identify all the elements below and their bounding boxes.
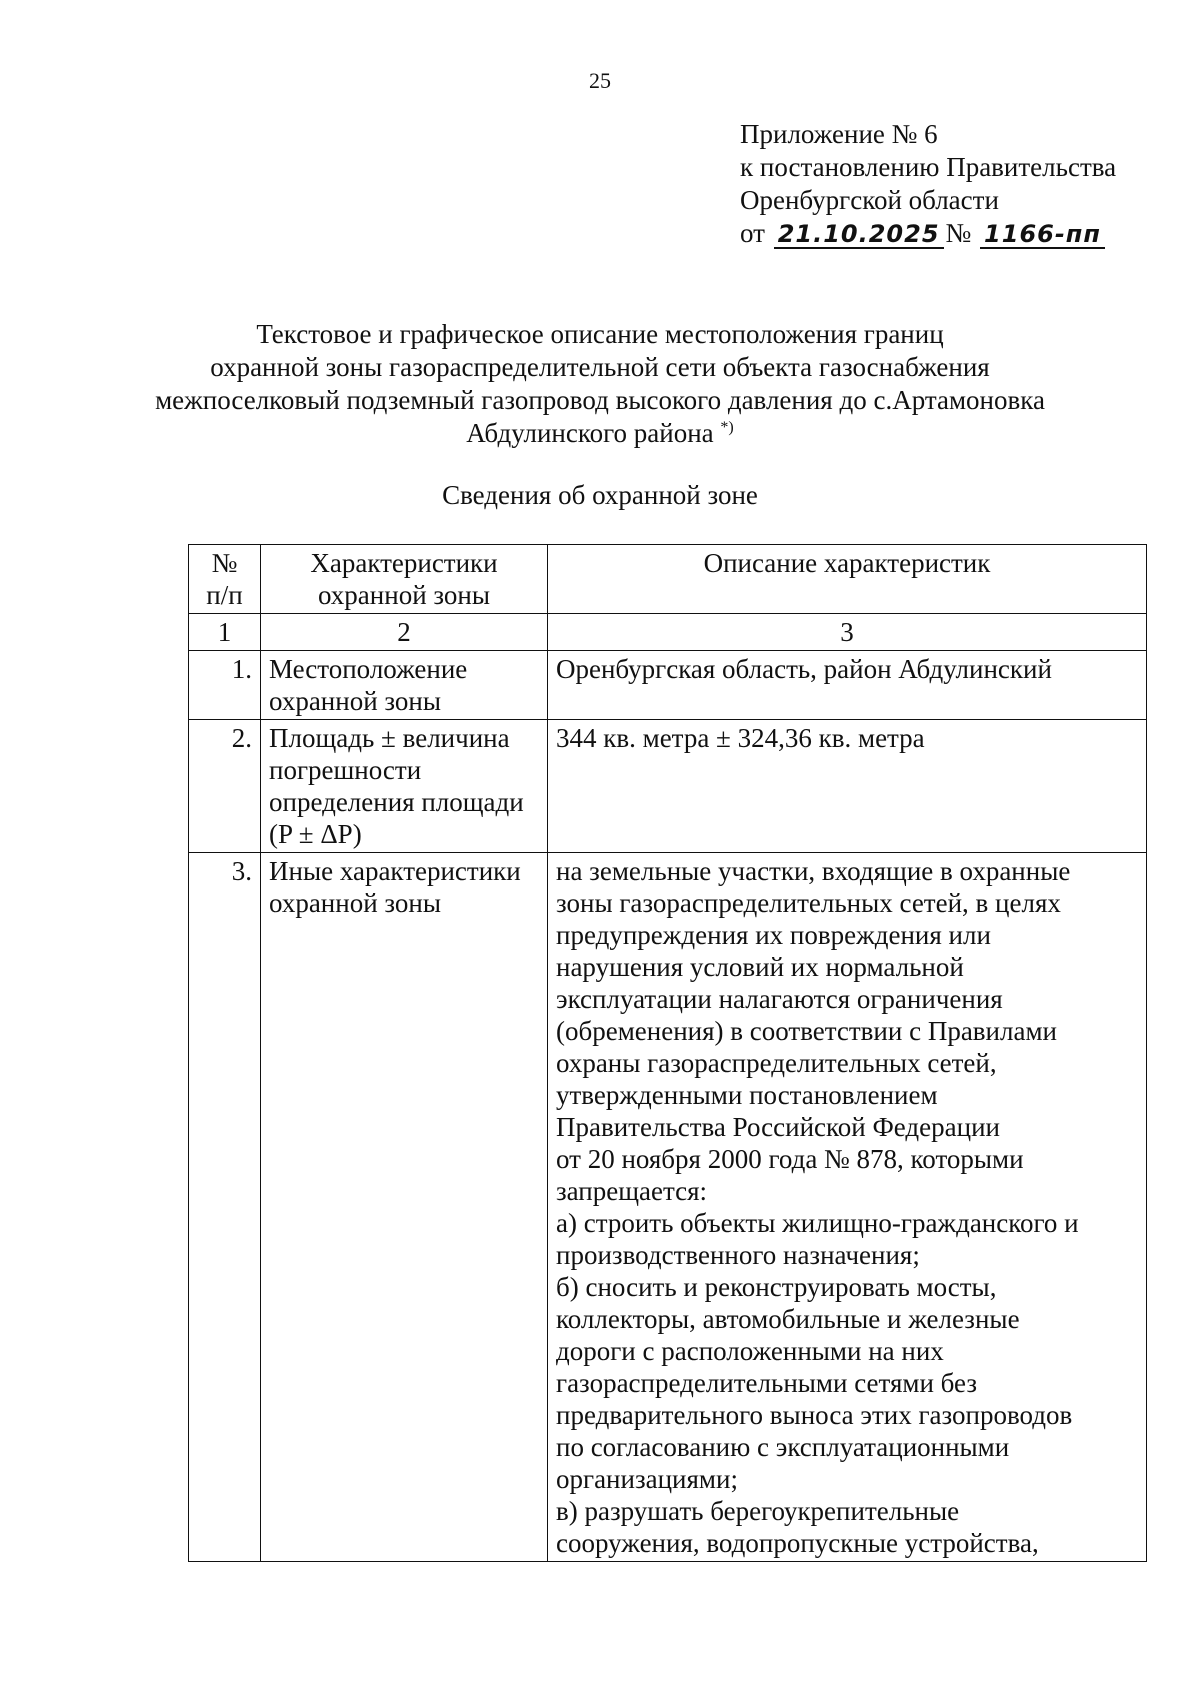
characteristic-line: (P ± ΔP) [269, 819, 362, 849]
column-number-row [189, 614, 1147, 651]
description-line: предупреждения их повреждения или [556, 920, 991, 950]
description-line: коллекторы, автомобильные и железные [556, 1304, 1020, 1334]
description-line: производственного назначения; [556, 1240, 920, 1270]
description-line: предварительного выноса этих газопроводов [556, 1400, 1073, 1430]
description-line: Оренбургская область, район Абдулинский [556, 654, 1052, 684]
description-line: в) разрушать берегоукрепительные [556, 1496, 960, 1526]
title-line-2: охранной зоны газораспределительной сети объекта газоснабжения [210, 352, 990, 382]
table-row [189, 853, 1147, 1562]
title-line-3: межпоселковый подземный газопровод высокого давления до с.Артамоновка [155, 385, 1045, 415]
number-label: № [945, 218, 972, 248]
characteristic-line: Площадь ± величина [269, 723, 510, 753]
row-characteristic [261, 651, 548, 720]
row-description [548, 853, 1147, 1562]
description-line: дороги с расположенными на них [556, 1336, 944, 1366]
characteristic-line: Местоположение [269, 654, 468, 684]
appendix-date-line [740, 217, 1116, 250]
header-characteristic [261, 545, 548, 614]
document-title [0, 318, 1200, 450]
footnote-mark: *) [720, 419, 734, 436]
title-district: Абдулинского района [466, 418, 714, 448]
description-line: сооружения, водопропускные устройства, [556, 1528, 1039, 1558]
description-line: (обременения) в соответствии с Правилами [556, 1016, 1057, 1046]
header-char-line: Характеристики [310, 548, 498, 578]
description-line: охраны газораспределительных сетей, [556, 1048, 997, 1078]
characteristic-line: охранной зоны [269, 686, 442, 716]
header-num [189, 545, 261, 614]
column-number: 3 [548, 614, 1147, 651]
description-line: а) строить объекты жилищно-гражданского и [556, 1208, 1079, 1238]
row-number: 2. [189, 720, 261, 853]
row-characteristic [261, 853, 548, 1562]
column-number: 1 [189, 614, 261, 651]
description-line: зоны газораспределительных сетей, в целях [556, 888, 1061, 918]
description-line: б) сносить и реконструировать мосты, [556, 1272, 997, 1302]
from-label: от [740, 218, 765, 248]
header-num-line: № [211, 548, 238, 578]
characteristic-line: погрешности [269, 755, 422, 785]
table-row [189, 651, 1147, 720]
description-line: Правительства Российской Федерации [556, 1112, 1000, 1142]
table-row [189, 720, 1147, 853]
header-num-line: п/п [206, 580, 243, 610]
appendix-line-2: к постановлению Правительства [740, 152, 1117, 182]
description-line: запрещается: [556, 1176, 708, 1206]
row-description [548, 651, 1147, 720]
characteristic-line: Иные характеристики [269, 856, 521, 886]
description-line: 344 кв. метра ± 324,36 кв. метра [556, 723, 925, 753]
header-description: Описание характеристик [548, 545, 1147, 614]
column-number: 2 [261, 614, 548, 651]
description-line: нарушения условий их нормальной [556, 952, 964, 982]
description-line: утвержденными постановлением [556, 1080, 938, 1110]
characteristic-line: охранной зоны [269, 888, 442, 918]
row-characteristic [261, 720, 548, 853]
title-line-1: Текстовое и графическое описание местоположения границ [256, 319, 944, 349]
appendix-line-3: Оренбургской области [740, 185, 999, 215]
header-char-line: охранной зоны [317, 580, 490, 610]
zone-info-table [188, 544, 1147, 1562]
handwritten-date: 21.10.2025 [774, 221, 944, 249]
row-description [548, 720, 1147, 853]
row-number: 1. [189, 651, 261, 720]
description-line: организациями; [556, 1464, 738, 1494]
appendix-line-1: Приложение № 6 [740, 119, 938, 149]
page-number: 25 [589, 68, 611, 93]
appendix-block [740, 118, 1116, 250]
description-line: эксплуатации налагаются ограничения [556, 984, 1003, 1014]
table-header-row [189, 545, 1147, 614]
title-line-4 [0, 417, 1200, 450]
characteristic-line: определения площади [269, 787, 524, 817]
handwritten-number: 1166-пп [980, 221, 1105, 249]
description-line: от 20 ноября 2000 года № 878, которыми [556, 1144, 1024, 1174]
description-line: по согласованию с эксплуатационными [556, 1432, 1010, 1462]
row-number: 3. [189, 853, 261, 1562]
section-title: Сведения об охранной зоне [442, 480, 758, 510]
description-line: газораспределительными сетями без [556, 1368, 978, 1398]
description-line: на земельные участки, входящие в охранные [556, 856, 1071, 886]
